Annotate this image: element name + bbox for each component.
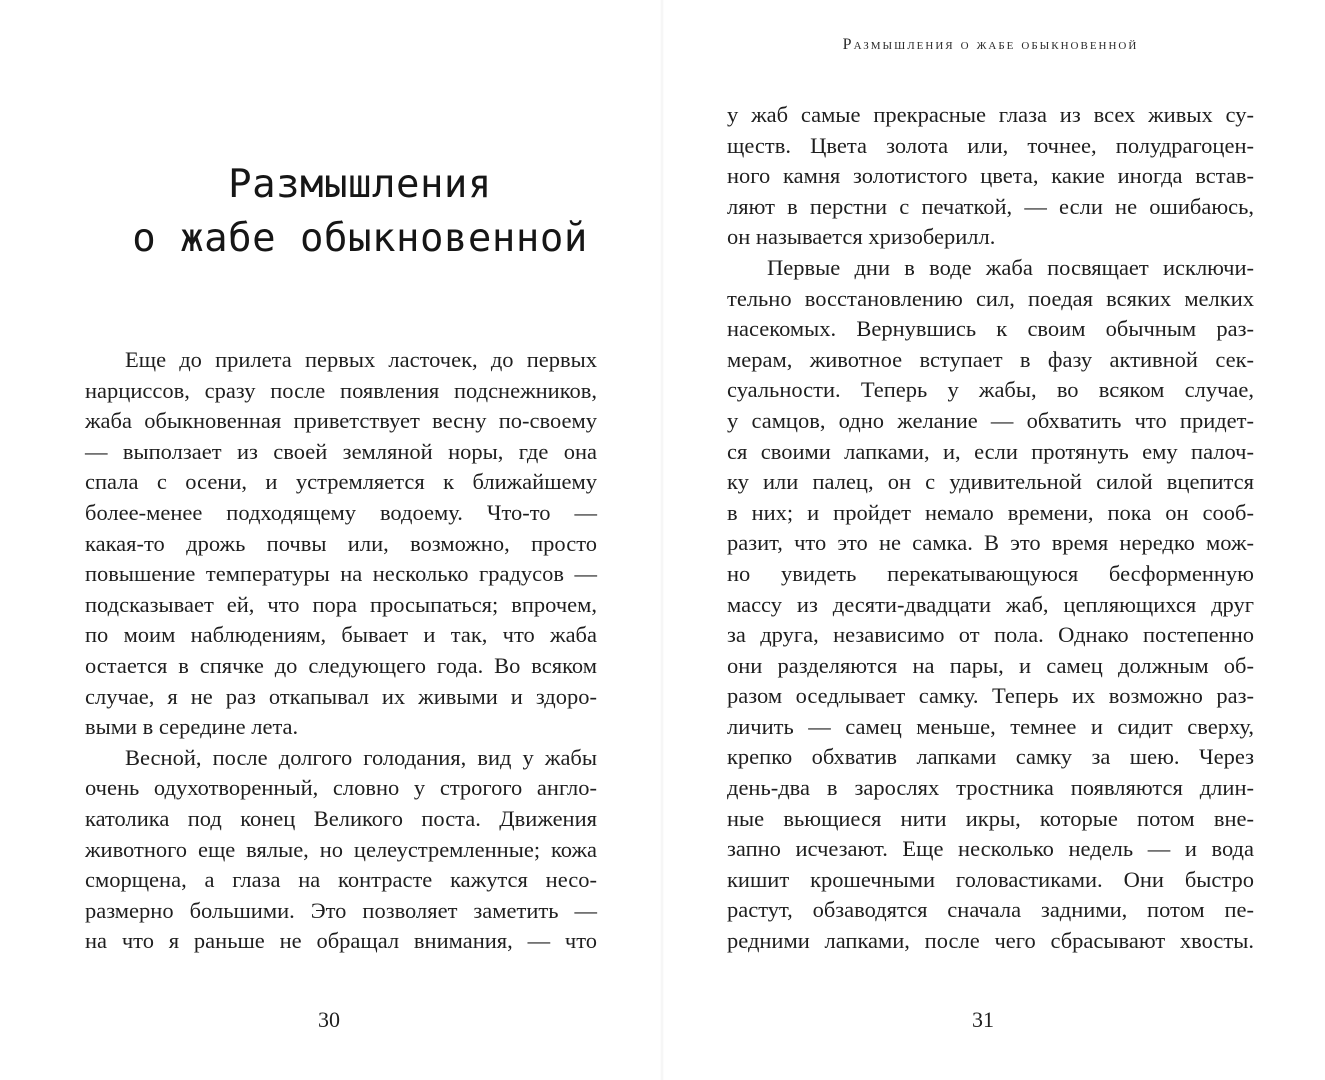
- text-line: какая-то дрожь почвы или, возможно, просто: [85, 530, 597, 556]
- text-line: ляют в перстни с печаткой, — если не ошибаюсь,: [727, 193, 1254, 219]
- text-line: ществ. Цвета золота или, точнее, полудрагоцен-: [727, 132, 1254, 158]
- text-line: они разделяются на пары, и самец должным об-: [727, 652, 1254, 678]
- page-number: 31: [972, 1007, 994, 1032]
- text-line: ные вьющиеся нити икры, которые потом вне-: [727, 805, 1254, 831]
- text-line: выми в середине лета.: [85, 714, 299, 740]
- text-line: но увидеть перекатывающуюся бесформенную: [727, 560, 1254, 586]
- text-line: размерно большими. Это позволяет заметить —: [85, 897, 597, 923]
- text-line: у самцов, одно желание — обхватить что придет-: [727, 407, 1254, 433]
- text-line: Еще до прилета первых ласточек, до первых: [125, 347, 597, 372]
- text-line: насекомых. Вернувшись к своим обычным раз-: [727, 316, 1254, 342]
- text-line: нарциссов, сразу после появления подснежников,: [85, 377, 597, 403]
- text-line: кишит крошечными головастиками. Они быстро: [727, 866, 1254, 892]
- text-line: в них; и пройдет немало времени, пока он сооб-: [727, 499, 1254, 525]
- text-line: растут, обзаводятся сначала задними, потом пе-: [727, 897, 1254, 923]
- text-line: ного камня золотистого цвета, какие иногда встав-: [727, 163, 1254, 189]
- chapter-title-line: Размышления: [228, 162, 492, 207]
- text-line: ку или палец, он с удивительной силой вцепится: [727, 469, 1254, 495]
- text-line: за друга, независимо от пола. Однако постепенно: [727, 622, 1254, 648]
- running-head: Размышления о жабе обыкновенной: [842, 36, 1139, 53]
- text-line: Весной, после долгого голодания, вид у жабы: [125, 744, 597, 770]
- text-line: редними лапками, после чего сбрасывают хвосты.: [727, 928, 1254, 954]
- chapter-title: [60, 158, 660, 266]
- text-line: у жаб самые прекрасные глаза из всех живых су-: [727, 102, 1254, 127]
- text-line: он называется хризоберилл.: [727, 224, 996, 250]
- text-line: более-менее подходящему водоему. Что-то —: [85, 499, 597, 525]
- text-line: — выползает из своей земляной норы, где она: [85, 438, 597, 464]
- text-line: разит, что это не самка. В это время нередко мож-: [727, 530, 1254, 556]
- text-line: разом оседлывает самку. Теперь их возможно раз-: [727, 683, 1254, 709]
- right-page: [662, 0, 1325, 1080]
- text-line: спала с осени, и устремляется к ближайшему: [85, 469, 597, 495]
- text-line: ся своими лапками, и, если протянуть ему палоч-: [727, 438, 1254, 464]
- text-line: день-два в зарослях тростника появляются длин-: [727, 775, 1254, 801]
- text-line: на что я раньше не обращал внимания, — что: [85, 928, 597, 954]
- body-text: [85, 345, 597, 957]
- text-line: мерам, животное вступает в фазу активной сек-: [727, 346, 1254, 372]
- text-line: по моим наблюдениям, бывает и так, что жаба: [85, 622, 597, 648]
- body-text: [727, 100, 1254, 957]
- text-line: личить — самец меньше, темнее и сидит сверху,: [727, 713, 1254, 739]
- text-line: Первые дни в воде жаба посвящает исключи-: [767, 254, 1254, 280]
- text-line: католика под конец Великого поста. Движения: [85, 805, 597, 831]
- text-line: животного еще вялые, но целеустремленные; кожа: [85, 836, 597, 862]
- text-line: сморщена, а глаза на контрасте кажутся несо-: [85, 867, 597, 893]
- text-line: суальности. Теперь у жабы, во всяком случае,: [727, 377, 1254, 403]
- left-page: [0, 0, 662, 1080]
- chapter-title-line: о жабе обыкновенной: [132, 216, 588, 261]
- text-line: тельно восстановлению сил, поедая всяких мелких: [727, 285, 1254, 311]
- text-line: запно исчезают. Еще несколько недель — и вода: [727, 836, 1254, 862]
- text-line: массу из десяти-двадцати жаб, цепляющихся друг: [727, 591, 1254, 617]
- text-line: жаба обыкновенная приветствует весну по-своему: [85, 408, 597, 434]
- page-number: 30: [318, 1007, 340, 1032]
- text-line: очень одухотворенный, словно у строгого англо-: [85, 775, 597, 801]
- text-line: повышение температуры на несколько градусов —: [85, 561, 597, 587]
- text-line: случае, я не раз откапывал их живыми и здоро-: [85, 683, 597, 709]
- text-line: остается в спячке до следующего года. Во всяком: [85, 652, 597, 678]
- text-line: подсказывает ей, что пора просыпаться; впрочем,: [85, 591, 597, 617]
- text-line: крепко обхватив лапками самку за шею. Через: [727, 744, 1254, 770]
